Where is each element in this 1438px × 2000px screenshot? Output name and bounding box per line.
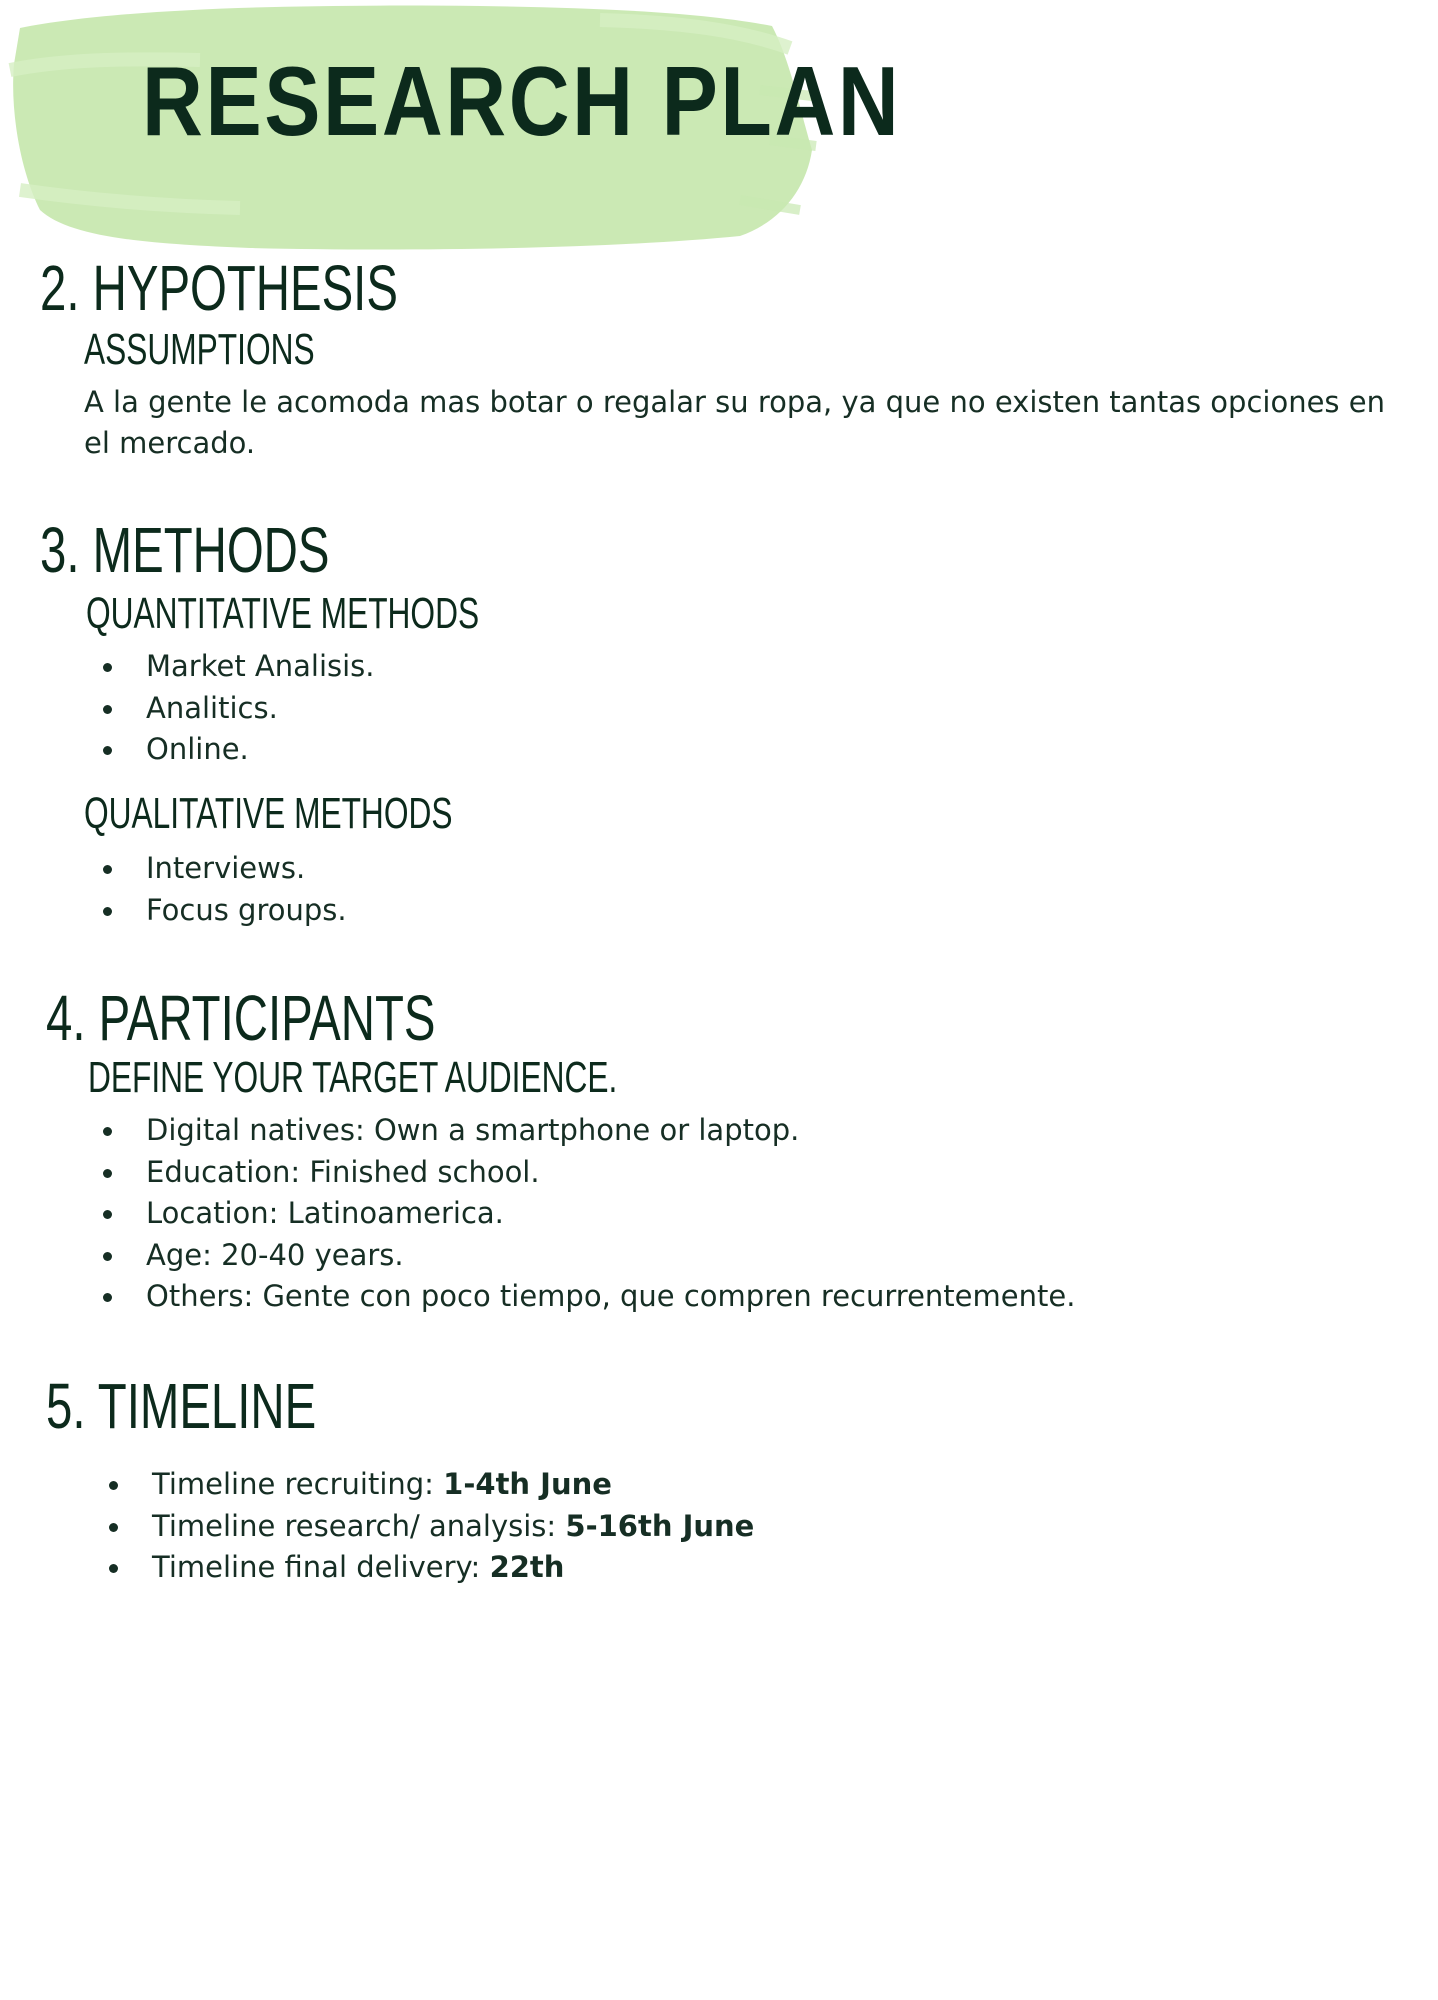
list-item: Focus groups. (96, 890, 347, 932)
list-item: Education: Finished school. (96, 1152, 1075, 1194)
timeline-item-label: Timeline final delivery: (152, 1550, 490, 1584)
timeline-item (102, 1506, 754, 1548)
assumptions-subheading: ASSUMPTIONS (84, 325, 315, 374)
timeline-heading: 5. TIMELINE (46, 1370, 317, 1442)
quantitative-methods-subheading: QUANTITATIVE METHODS (86, 589, 480, 638)
qualitative-methods-subheading: QUALITATIVE METHODS (84, 789, 453, 838)
methods-heading: 3. METHODS (40, 514, 330, 586)
hypothesis-heading: 2. HYPOTHESIS (40, 252, 398, 324)
timeline-item (102, 1464, 754, 1506)
timeline-item (102, 1547, 754, 1589)
qualitative-methods-list (96, 848, 347, 931)
timeline-item-label: Timeline research/ analysis: (152, 1508, 566, 1543)
list-item: Market Analisis. (96, 646, 375, 688)
list-item: Interviews. (96, 848, 347, 890)
timeline-item-label: Timeline recruiting: (152, 1467, 444, 1501)
quantitative-methods-list (96, 646, 375, 771)
page-title: RESEARCH PLAN (142, 46, 902, 156)
list-item: Digital natives: Own a smartphone or laptop. (96, 1110, 1075, 1152)
list-item: Analitics. (96, 688, 375, 730)
list-item: Age: 20-40 years. (96, 1235, 1075, 1277)
target-audience-list (96, 1110, 1075, 1318)
target-audience-subheading: DEFINE YOUR TARGET AUDIENCE. (88, 1053, 618, 1102)
timeline-item-date: 1-4th June (443, 1467, 612, 1501)
timeline-list (102, 1464, 754, 1589)
timeline-item-date: 22th (489, 1550, 565, 1584)
participants-heading: 4. PARTICIPANTS (46, 982, 436, 1054)
timeline-item-date: 5-16th June (565, 1508, 755, 1543)
list-item: Others: Gente con poco tiempo, que compren recurrentemente. (96, 1276, 1075, 1318)
list-item: Online. (96, 729, 375, 771)
assumptions-text: A la gente le acomoda mas botar o regalar su ropa, ya que no existen tantas opciones en el mercado. (84, 385, 1385, 460)
list-item: Location: Latinoamerica. (96, 1193, 1075, 1235)
